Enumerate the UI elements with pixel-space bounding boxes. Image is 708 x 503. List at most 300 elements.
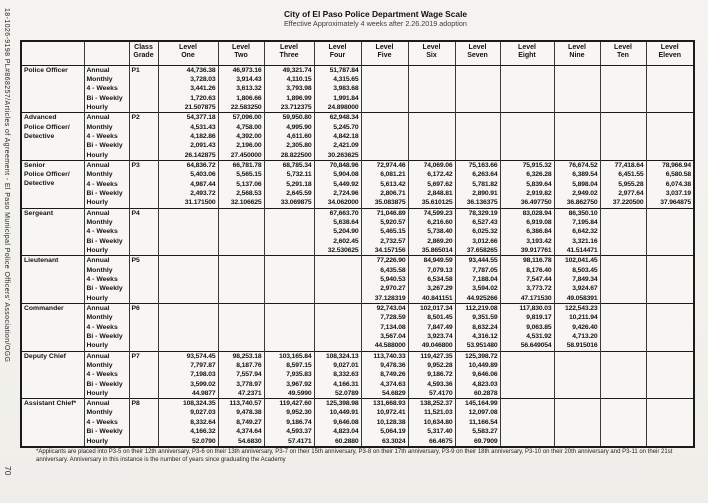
header-line: Six xyxy=(426,52,437,60)
wage-cell: 11,166.54 xyxy=(455,418,500,427)
rank-line: Lieutenant xyxy=(24,257,59,265)
wage-cell: 4,593.37 xyxy=(264,427,314,436)
wage-cell xyxy=(600,208,646,218)
wage-cell: 122,543.23 xyxy=(554,303,600,313)
wage-cell xyxy=(314,341,361,351)
period-label: 4 - Weeks xyxy=(84,323,129,332)
wage-cell xyxy=(408,94,455,103)
wage-cell xyxy=(600,218,646,227)
wage-cell xyxy=(218,256,264,266)
wage-cell: 28.822500 xyxy=(264,151,314,161)
wage-cell: 7,849.34 xyxy=(554,275,600,284)
margin-docket-text: 18-1026-9198 PL#868257/Articles of Agreement - El Paso Municipal Police Officers' Association/OGG xyxy=(3,8,10,363)
wage-cell xyxy=(264,246,314,256)
wage-cell: 5,839.64 xyxy=(500,180,554,189)
wage-cell: 5,781.82 xyxy=(455,180,500,189)
wage-cell xyxy=(408,132,455,141)
wage-cell: 3,567.04 xyxy=(361,332,408,341)
wage-cell: 33.069875 xyxy=(264,198,314,208)
wage-cell xyxy=(646,103,694,113)
wage-cell: 108,324.35 xyxy=(158,399,218,409)
wage-cell xyxy=(600,151,646,161)
wage-cell: 3,778.97 xyxy=(218,380,264,389)
wage-cell: 9,186.74 xyxy=(264,418,314,427)
wage-cell xyxy=(264,284,314,293)
wage-cell: 5,317.40 xyxy=(408,427,455,436)
wage-cell xyxy=(500,141,554,150)
wage-cell: 125,398.98 xyxy=(314,399,361,409)
wage-cell: 102,041.45 xyxy=(554,256,600,266)
wage-cell xyxy=(600,380,646,389)
wage-cell xyxy=(646,370,694,379)
wage-cell xyxy=(158,256,218,266)
wage-cell: 32.530625 xyxy=(314,246,361,256)
wage-cell: 5,137.06 xyxy=(218,180,264,189)
wage-cell: 35.865014 xyxy=(408,246,455,256)
wage-cell xyxy=(361,84,408,93)
wage-cell: 8,332.64 xyxy=(158,418,218,427)
wage-cell: 34.062000 xyxy=(314,198,361,208)
wage-cell: 9,646.06 xyxy=(455,370,500,379)
header-line: Seven xyxy=(467,52,488,60)
wage-cell xyxy=(646,380,694,389)
wage-cell xyxy=(361,103,408,113)
wage-cell xyxy=(264,323,314,332)
wage-cell: 76,674.52 xyxy=(554,161,600,171)
wage-cell: 54.6829 xyxy=(361,389,408,399)
wage-cell xyxy=(500,361,554,370)
level-header xyxy=(158,41,218,65)
period-label: Hourly xyxy=(84,437,129,447)
wage-cell: 3,967.92 xyxy=(264,380,314,389)
wage-cell: 10,128.38 xyxy=(361,418,408,427)
wage-cell: 7,557.94 xyxy=(218,370,264,379)
header-line: Grade xyxy=(133,52,154,60)
footnote: *Applicants are placed into P3-5 on their 12th anniversary, P3-6 on their 13th anniversary, P3-7 on their 15th anniversary, P3-8 on their 17th anniversary, P3-9 on their 18th anniversary, P3-10 on their 20th anniversary and P3-11 on their 21st anniversary. Anniversary in this instance is the number of years since graduating the Academy xyxy=(36,449,673,463)
wage-cell xyxy=(158,313,218,322)
wage-cell: 44,736.38 xyxy=(158,65,218,75)
wage-cell: 108,324.13 xyxy=(314,351,361,361)
wage-cell: 7,935.83 xyxy=(264,370,314,379)
period-label: 4 - Weeks xyxy=(84,84,129,93)
wage-cell: 54,377.18 xyxy=(158,113,218,123)
wage-cell: 2,919.82 xyxy=(500,189,554,198)
wage-cell: 6,919.08 xyxy=(500,218,554,227)
wage-cell: 6,435.58 xyxy=(361,266,408,275)
wage-cell: 9,063.85 xyxy=(500,323,554,332)
wage-cell: 10,449.89 xyxy=(455,361,500,370)
wage-cell: 4,758.00 xyxy=(218,123,264,132)
wage-cell: 60.2880 xyxy=(314,437,361,447)
header-line: Level xyxy=(179,44,197,51)
wage-cell xyxy=(646,246,694,256)
wage-cell: 3,441.26 xyxy=(158,84,218,93)
wage-cell: 5,697.62 xyxy=(408,180,455,189)
wage-cell xyxy=(455,151,500,161)
wage-cell: 112,219.08 xyxy=(455,303,500,313)
wage-cell: 49.5990 xyxy=(264,389,314,399)
wage-cell xyxy=(600,284,646,293)
period-header-blank xyxy=(84,41,129,65)
rank-cell xyxy=(21,161,84,209)
wage-cell: 8,187.76 xyxy=(218,361,264,370)
wage-cell: 4,987.44 xyxy=(158,180,218,189)
wage-cell: 47.171530 xyxy=(500,294,554,304)
wage-cell: 5,613.42 xyxy=(361,180,408,189)
wage-cell xyxy=(314,266,361,275)
wage-cell: 1,896.99 xyxy=(264,94,314,103)
period-label: Monthly xyxy=(84,361,129,370)
wage-cell: 4,611.60 xyxy=(264,132,314,141)
wage-cell: 3,773.72 xyxy=(500,284,554,293)
level-header xyxy=(314,41,361,65)
wage-cell: 62,948.34 xyxy=(314,113,361,123)
wage-cell: 3,793.98 xyxy=(264,84,314,93)
wage-cell xyxy=(600,256,646,266)
wage-cell: 30.263625 xyxy=(314,151,361,161)
period-label: Monthly xyxy=(84,266,129,275)
wage-cell xyxy=(264,208,314,218)
period-label: Annual xyxy=(84,399,129,409)
wage-cell xyxy=(646,294,694,304)
rank-header-blank xyxy=(21,41,84,65)
level-header xyxy=(455,41,500,65)
wage-cell: 2,196.00 xyxy=(218,141,264,150)
wage-cell xyxy=(600,113,646,123)
wage-cell xyxy=(218,303,264,313)
wage-cell xyxy=(554,141,600,150)
wage-cell xyxy=(218,208,264,218)
wage-cell: 7,728.59 xyxy=(361,313,408,322)
wage-cell: 2,493.72 xyxy=(158,189,218,198)
header-line: Level xyxy=(280,44,298,51)
wage-cell: 5,920.57 xyxy=(361,218,408,227)
wage-cell: 7,079.13 xyxy=(408,266,455,275)
wage-cell: 9,952.28 xyxy=(408,361,455,370)
wage-cell xyxy=(646,123,694,132)
wage-cell xyxy=(554,84,600,93)
wage-cell xyxy=(218,275,264,284)
header-line: Level xyxy=(660,44,679,51)
wage-cell xyxy=(646,284,694,293)
wage-cell xyxy=(554,123,600,132)
wage-cell xyxy=(158,303,218,313)
wage-cell xyxy=(218,218,264,227)
wage-cell xyxy=(500,437,554,447)
period-label: Bi - Weekly xyxy=(84,332,129,341)
wage-table xyxy=(20,40,695,448)
wage-cell: 69.7909 xyxy=(455,437,500,447)
period-label: Bi - Weekly xyxy=(84,427,129,436)
header-line: Five xyxy=(377,52,392,60)
wage-cell xyxy=(554,437,600,447)
wage-cell xyxy=(646,266,694,275)
wage-cell: 86,350.10 xyxy=(554,208,600,218)
wage-cell xyxy=(408,103,455,113)
wage-cell: 5,245.70 xyxy=(314,123,361,132)
wage-cell: 2,568.53 xyxy=(218,189,264,198)
page-title: City of El Paso Police Department Wage Scale xyxy=(284,9,468,19)
wage-cell: 6,389.54 xyxy=(554,170,600,179)
wage-cell xyxy=(600,332,646,341)
wage-cell: 59,950.80 xyxy=(264,113,314,123)
period-label: Annual xyxy=(84,256,129,266)
wage-cell: 2,949.02 xyxy=(554,189,600,198)
wage-cell: 4,593.36 xyxy=(408,380,455,389)
wage-cell xyxy=(408,113,455,123)
wage-cell: 2,724.96 xyxy=(314,189,361,198)
wage-cell: 4,110.15 xyxy=(264,75,314,84)
wage-cell: 5,449.92 xyxy=(314,180,361,189)
wage-cell xyxy=(646,427,694,436)
level-header xyxy=(500,41,554,65)
wage-cell: 9,027.01 xyxy=(314,361,361,370)
wage-cell xyxy=(600,399,646,409)
wage-cell xyxy=(314,294,361,304)
wage-cell xyxy=(646,361,694,370)
wage-cell: 44.925266 xyxy=(455,294,500,304)
wage-cell xyxy=(158,294,218,304)
wage-cell: 26.142875 xyxy=(158,151,218,161)
wage-cell: 12,097.08 xyxy=(455,408,500,417)
rank-line: Deputy Chief xyxy=(24,352,66,360)
wage-cell: 125,398.72 xyxy=(455,351,500,361)
header-line: Two xyxy=(234,52,248,60)
wage-cell xyxy=(500,370,554,379)
wage-cell: 10,972.41 xyxy=(361,408,408,417)
wage-cell: 47.2371 xyxy=(218,389,264,399)
wage-cell xyxy=(554,399,600,409)
wage-cell xyxy=(600,341,646,351)
wage-cell xyxy=(500,103,554,113)
period-label: Bi - Weekly xyxy=(84,94,129,103)
wage-cell: 5,732.11 xyxy=(264,170,314,179)
period-label: Hourly xyxy=(84,103,129,113)
wage-cell xyxy=(455,103,500,113)
wage-cell: 5,940.53 xyxy=(361,275,408,284)
wage-cell: 52.0790 xyxy=(158,437,218,447)
wage-cell xyxy=(600,389,646,399)
wage-cell: 31.171500 xyxy=(158,198,218,208)
wage-cell xyxy=(600,84,646,93)
wage-cell xyxy=(500,75,554,84)
wage-cell xyxy=(408,141,455,150)
wage-cell xyxy=(264,303,314,313)
wage-cell: 51,787.84 xyxy=(314,65,361,75)
wage-cell xyxy=(455,94,500,103)
wage-cell: 75,915.32 xyxy=(500,161,554,171)
wage-cell xyxy=(646,303,694,313)
wage-cell: 63.3024 xyxy=(361,437,408,447)
period-label: 4 - Weeks xyxy=(84,227,129,236)
wage-cell xyxy=(554,418,600,427)
wage-cell: 2,869.20 xyxy=(408,237,455,246)
wage-cell xyxy=(500,380,554,389)
rank-line: Assistant Chief* xyxy=(24,400,77,408)
wage-cell xyxy=(646,151,694,161)
header-line: Four xyxy=(329,52,346,60)
wage-cell: 8,597.15 xyxy=(264,361,314,370)
wage-cell xyxy=(361,113,408,123)
wage-cell xyxy=(408,65,455,75)
wage-cell: 4,166.32 xyxy=(158,427,218,436)
wage-cell: 3,613.32 xyxy=(218,84,264,93)
wage-cell xyxy=(218,246,264,256)
wage-cell xyxy=(600,370,646,379)
wage-cell xyxy=(500,408,554,417)
wage-cell xyxy=(646,399,694,409)
wage-cell xyxy=(554,113,600,123)
wage-cell: 3,914.43 xyxy=(218,75,264,84)
wage-cell: 34.157156 xyxy=(361,246,408,256)
wage-cell xyxy=(218,332,264,341)
wage-cell: 7,847.49 xyxy=(408,323,455,332)
rank-cell xyxy=(21,351,84,399)
wage-cell: 119,427.60 xyxy=(264,399,314,409)
wage-cell: 27.450000 xyxy=(218,151,264,161)
header-line: One xyxy=(181,52,195,60)
wage-cell: 22.583250 xyxy=(218,103,264,113)
wage-cell xyxy=(554,389,600,399)
rank-cell xyxy=(21,256,84,304)
wage-cell: 1,806.66 xyxy=(218,94,264,103)
wage-cell: 3,924.67 xyxy=(554,284,600,293)
wage-cell: 77,418.64 xyxy=(600,161,646,171)
wage-cell xyxy=(361,94,408,103)
period-label: Monthly xyxy=(84,313,129,322)
wage-cell xyxy=(455,141,500,150)
period-label: Hourly xyxy=(84,198,129,208)
wage-cell: 4,823.03 xyxy=(455,380,500,389)
period-label: 4 - Weeks xyxy=(84,418,129,427)
wage-cell: 6,534.58 xyxy=(408,275,455,284)
wage-cell: 6,580.58 xyxy=(646,170,694,179)
wage-cell: 5,064.19 xyxy=(361,427,408,436)
wage-cell xyxy=(158,237,218,246)
wage-cell: 84,949.59 xyxy=(408,256,455,266)
wage-cell xyxy=(158,284,218,293)
wage-cell: 4,316.12 xyxy=(455,332,500,341)
wage-cell xyxy=(554,380,600,389)
wage-cell xyxy=(500,132,554,141)
wage-cell xyxy=(646,408,694,417)
wage-cell xyxy=(158,266,218,275)
wage-cell: 35.083875 xyxy=(361,198,408,208)
wage-cell xyxy=(600,75,646,84)
wage-cell xyxy=(264,332,314,341)
wage-cell xyxy=(600,351,646,361)
wage-cell xyxy=(646,132,694,141)
wage-cell xyxy=(218,284,264,293)
wage-cell xyxy=(646,141,694,150)
wage-cell xyxy=(500,113,554,123)
wage-cell: 57.4170 xyxy=(408,389,455,399)
wage-cell: 2,806.71 xyxy=(361,189,408,198)
wage-cell: 53.951480 xyxy=(455,341,500,351)
wage-cell xyxy=(500,399,554,409)
wage-cell xyxy=(500,427,554,436)
wage-cell xyxy=(218,313,264,322)
wage-cell xyxy=(408,75,455,84)
header-line: Ten xyxy=(617,52,629,60)
wage-cell xyxy=(455,65,500,75)
wage-cell xyxy=(455,132,500,141)
grade-cell: P3 xyxy=(129,161,158,209)
wage-cell xyxy=(646,256,694,266)
wage-cell: 102,017.34 xyxy=(408,303,455,313)
wage-cell: 5,955.28 xyxy=(600,180,646,189)
wage-cell xyxy=(218,341,264,351)
wage-cell xyxy=(554,427,600,436)
wage-cell: 2,977.64 xyxy=(600,189,646,198)
wage-cell: 77,226.90 xyxy=(361,256,408,266)
wage-cell xyxy=(600,123,646,132)
wage-cell: 56.649054 xyxy=(500,341,554,351)
wage-cell: 40.841151 xyxy=(408,294,455,304)
wage-cell: 11,521.03 xyxy=(408,408,455,417)
period-label: Hourly xyxy=(84,294,129,304)
wage-cell xyxy=(600,275,646,284)
wage-cell xyxy=(314,313,361,322)
period-label: Annual xyxy=(84,208,129,218)
wage-cell: 57.4171 xyxy=(264,437,314,447)
level-header xyxy=(646,41,694,65)
wage-cell: 2,421.09 xyxy=(314,141,361,150)
wage-cell: 3,267.29 xyxy=(408,284,455,293)
wage-cell: 10,211.94 xyxy=(554,313,600,322)
wage-cell: 5,638.64 xyxy=(314,218,361,227)
wage-cell: 70,848.96 xyxy=(314,161,361,171)
wage-cell xyxy=(646,389,694,399)
wage-cell xyxy=(646,313,694,322)
header-line: Nine xyxy=(569,52,585,60)
wage-cell xyxy=(554,361,600,370)
level-header xyxy=(408,41,455,65)
wage-cell xyxy=(554,94,600,103)
wage-cell: 6,386.84 xyxy=(500,227,554,236)
wage-cell xyxy=(646,94,694,103)
wage-cell: 3,728.03 xyxy=(158,75,218,84)
wage-cell: 36.136375 xyxy=(455,198,500,208)
wage-cell: 64,836.72 xyxy=(158,161,218,171)
wage-cell xyxy=(361,75,408,84)
wage-cell: 5,465.15 xyxy=(361,227,408,236)
wage-cell xyxy=(455,84,500,93)
wage-cell: 41.514471 xyxy=(554,246,600,256)
wage-cell: 2,732.57 xyxy=(361,237,408,246)
wage-cell: 2,602.45 xyxy=(314,237,361,246)
wage-cell xyxy=(264,266,314,275)
rank-line: Police Officer/ xyxy=(24,123,70,131)
wage-cell xyxy=(600,294,646,304)
wage-cell: 9,478.38 xyxy=(218,408,264,417)
wage-cell: 6,263.64 xyxy=(455,170,500,179)
wage-cell xyxy=(554,65,600,75)
wage-cell xyxy=(600,141,646,150)
wage-cell: 5,898.04 xyxy=(554,180,600,189)
wage-cell xyxy=(600,237,646,246)
wage-cell xyxy=(218,237,264,246)
wage-cell: 113,740.57 xyxy=(218,399,264,409)
wage-cell xyxy=(646,323,694,332)
wage-cell xyxy=(455,75,500,84)
wage-cell: 37.128319 xyxy=(361,294,408,304)
wage-cell: 98,116.78 xyxy=(500,256,554,266)
header-line: Level xyxy=(422,44,441,51)
wage-cell xyxy=(408,123,455,132)
wage-cell: 4,531.43 xyxy=(158,123,218,132)
rank-line: Detective xyxy=(24,180,55,188)
